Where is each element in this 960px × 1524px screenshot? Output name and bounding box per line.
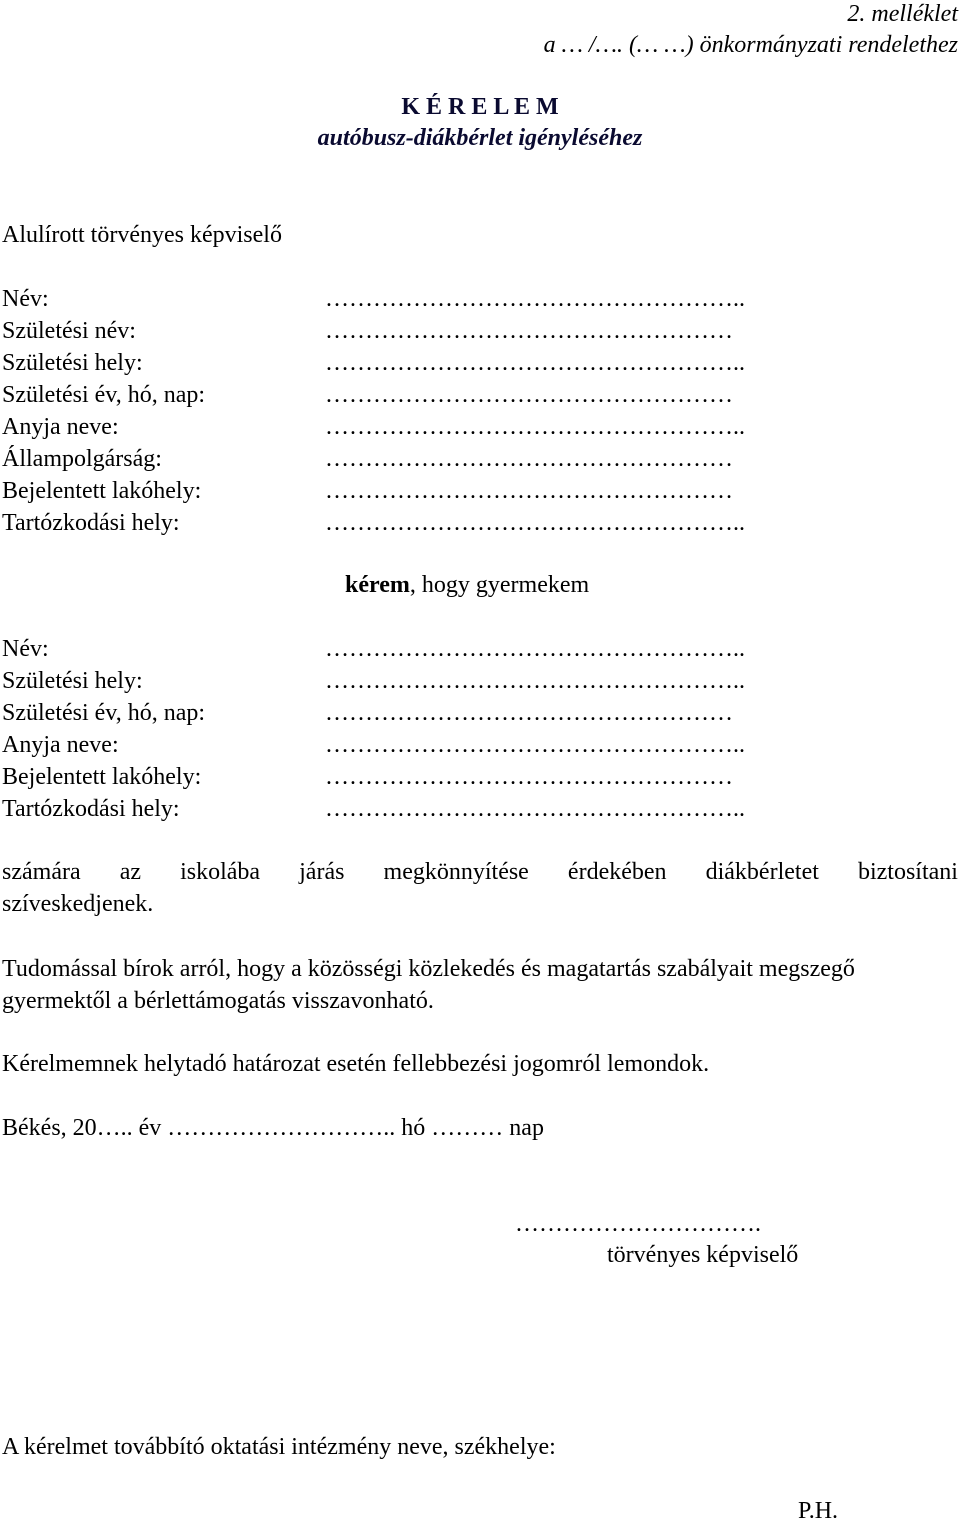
- institution-label: A kérelmet továbbító oktatási intézmény neve, székhelye:: [2, 1434, 556, 1460]
- field-dots: ……………………………………………..: [325, 668, 745, 694]
- field-dots: ……………………………………………: [325, 478, 733, 504]
- field-dots: ……………………………………………: [325, 318, 733, 344]
- field-dots: ……………………………………………..: [325, 286, 745, 312]
- annex-number: 2. melléklet: [847, 1, 958, 27]
- stamp-place: P.H.: [798, 1498, 839, 1524]
- field-dots: ……………………………………………..: [325, 732, 745, 758]
- word: diákbérletet: [705, 859, 819, 885]
- request-bold: kérem: [345, 572, 410, 598]
- field-dots: ……………………………………………..: [325, 350, 745, 376]
- field-dots: ……………………………………………..: [325, 414, 745, 440]
- document-title: K É R E L E M: [401, 94, 559, 120]
- field-label: Születési hely:: [2, 350, 143, 376]
- signature-dots: ………………………….: [515, 1211, 761, 1237]
- field-label: Születési év, hó, nap:: [2, 382, 206, 408]
- field-label: Születési név:: [2, 318, 136, 344]
- paragraph1-line2: szíveskedjenek.: [2, 891, 154, 917]
- date-line: Békés, 20….. év ……………………….. hó ……… nap: [2, 1115, 544, 1141]
- document-subtitle: autóbusz-diákbérlet igényléséhez: [317, 125, 643, 151]
- request-rest: , hogy gyermekem: [409, 572, 590, 598]
- field-dots: ……………………………………………: [325, 700, 733, 726]
- paragraph2-line2: gyermektől a bérlettámogatás visszavonható.: [2, 988, 434, 1014]
- field-label: Születési hely:: [2, 668, 143, 694]
- field-label: Bejelentett lakóhely:: [2, 764, 202, 790]
- request-line: [345, 573, 589, 597]
- regulation-reference: a … /…. (… …) önkormányzati rendelethez: [543, 32, 958, 58]
- field-label: Név:: [2, 286, 49, 312]
- field-label: Tartózkodási hely:: [2, 796, 180, 822]
- word: járás: [299, 859, 345, 885]
- word: érdekében: [567, 859, 667, 885]
- field-label: Állampolgárság:: [2, 446, 162, 472]
- word: megkönnyítése: [383, 859, 529, 885]
- field-label: Anyja neve:: [2, 414, 119, 440]
- signature-label: törvényes képviselő: [607, 1242, 799, 1268]
- field-dots: ……………………………………………: [325, 764, 733, 790]
- word: az: [119, 859, 141, 885]
- paragraph3: Kérelmemnek helytadó határozat esetén fellebbezési jogomról lemondok.: [2, 1051, 710, 1077]
- field-label: Születési év, hó, nap:: [2, 700, 206, 726]
- paragraph1-line1: [2, 860, 958, 884]
- intro-text: Alulírott törvényes képviselő: [2, 222, 282, 248]
- field-dots: ……………………………………………: [325, 446, 733, 472]
- field-dots: ……………………………………………..: [325, 796, 745, 822]
- field-label: Tartózkodási hely:: [2, 510, 180, 536]
- field-dots: ……………………………………………..: [325, 510, 745, 536]
- word: biztosítani: [857, 859, 958, 885]
- word: számára: [2, 859, 81, 885]
- word: iskolába: [180, 859, 261, 885]
- field-dots: ……………………………………………: [325, 382, 733, 408]
- field-dots: ……………………………………………..: [325, 636, 745, 662]
- paragraph2-line1: Tudomással bírok arról, hogy a közösségi közlekedés és magatartás szabályait megszegő: [2, 956, 855, 982]
- field-label: Név:: [2, 636, 49, 662]
- field-label: Anyja neve:: [2, 732, 119, 758]
- field-label: Bejelentett lakóhely:: [2, 478, 202, 504]
